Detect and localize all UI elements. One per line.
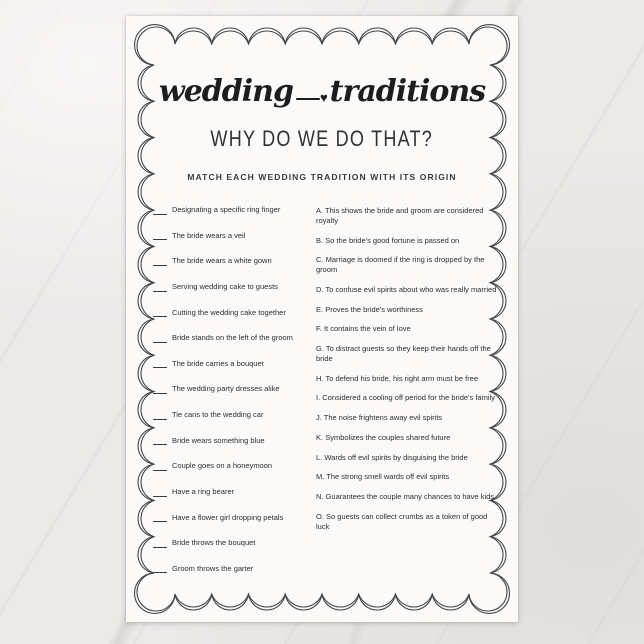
tradition-item bbox=[153, 360, 316, 369]
answer-blank bbox=[153, 386, 167, 394]
game-card bbox=[126, 16, 518, 622]
origin-item bbox=[316, 512, 502, 532]
origin-item bbox=[316, 492, 502, 502]
page-title: WHY DO WE DO THAT? bbox=[210, 126, 434, 151]
origin-text: The noise frightens away evil spirits bbox=[323, 413, 443, 422]
tradition-label: Cutting the wedding cake together bbox=[172, 307, 286, 317]
answer-blank bbox=[153, 489, 167, 497]
tradition-item bbox=[153, 232, 316, 241]
answer-blank bbox=[153, 514, 167, 522]
answer-blank bbox=[153, 284, 167, 292]
page-title-wrap bbox=[126, 126, 518, 152]
traditions-column bbox=[153, 206, 316, 573]
origin-item bbox=[316, 472, 502, 482]
answer-blank bbox=[153, 437, 167, 445]
answer-blank bbox=[153, 232, 167, 240]
logo-word-right: traditions bbox=[329, 74, 486, 109]
instructions: MATCH EACH WEDDING TRADITION WITH ITS ORIGIN bbox=[187, 172, 457, 182]
tradition-label: Designating a specific ring finger bbox=[172, 205, 281, 214]
tradition-item bbox=[153, 334, 316, 343]
origin-item bbox=[316, 393, 502, 403]
tradition-label: Bride wears something blue bbox=[172, 435, 265, 445]
origin-item bbox=[316, 453, 502, 463]
origin-letter: I. bbox=[316, 393, 321, 403]
origin-item bbox=[316, 413, 502, 423]
tradition-label: Bride throws the bouquet bbox=[172, 538, 256, 548]
answer-blank bbox=[153, 258, 167, 266]
tradition-item bbox=[153, 437, 316, 446]
origins-column bbox=[316, 206, 502, 573]
origin-text: Considered a cooling off period for the bride's family bbox=[322, 393, 495, 403]
answer-blank bbox=[153, 463, 167, 471]
answer-blank bbox=[153, 360, 167, 368]
tradition-label: The bride wears a white gown bbox=[172, 256, 272, 266]
answer-blank bbox=[153, 412, 167, 420]
origin-text: It contains the vein of love bbox=[323, 324, 411, 334]
tradition-label: Groom throws the garter bbox=[172, 563, 254, 573]
answer-blank bbox=[153, 207, 167, 215]
origin-item bbox=[316, 305, 502, 315]
origin-item bbox=[316, 344, 502, 364]
origin-letter: F. bbox=[316, 324, 322, 334]
answer-blank bbox=[153, 540, 167, 548]
origin-text: So the bride's good fortune is passed on bbox=[325, 235, 460, 245]
origin-item bbox=[316, 236, 502, 246]
origin-letter: M. bbox=[316, 472, 325, 482]
origin-letter: E. bbox=[316, 304, 324, 314]
origin-letter: D. bbox=[316, 284, 324, 294]
origin-letter: A. bbox=[316, 206, 324, 215]
tradition-item bbox=[153, 462, 316, 471]
tradition-item bbox=[153, 257, 316, 266]
origin-letter: L. bbox=[316, 452, 323, 462]
tradition-label: The bride wears a veil bbox=[172, 230, 246, 240]
origin-item bbox=[316, 433, 502, 443]
origin-text: To defend his bride, his right arm must be free bbox=[325, 373, 479, 383]
tradition-item bbox=[153, 488, 316, 497]
origin-letter: C. bbox=[316, 255, 324, 265]
tradition-label: Have a ring bearer bbox=[172, 486, 235, 496]
tradition-label: Couple goes on a honeymoon bbox=[172, 461, 273, 471]
origin-text: Wards off evil spirits by disguising the bride bbox=[324, 452, 468, 462]
tradition-item bbox=[153, 206, 316, 215]
matching-columns bbox=[153, 206, 502, 573]
origin-text: This shows the bride and groom are considered royalty bbox=[316, 206, 484, 225]
origin-item bbox=[316, 255, 502, 275]
origin-text: So guests can collect crumbs as a token of good luck bbox=[316, 511, 488, 531]
tradition-label: Serving wedding cake to guests bbox=[172, 281, 278, 291]
origin-text: Symbolizes the couples shared future bbox=[325, 432, 451, 442]
origin-letter: H. bbox=[316, 373, 324, 383]
origin-text: Guarantees the couple many chances to have kids bbox=[325, 492, 495, 501]
origin-item bbox=[316, 324, 502, 334]
tradition-label: The wedding party dresses alike bbox=[172, 384, 280, 394]
origin-letter: K. bbox=[316, 432, 324, 442]
tradition-label: Bride stands on the left of the groom bbox=[172, 333, 293, 343]
heart-icon: ♥ bbox=[319, 90, 328, 105]
origin-letter: N. bbox=[316, 492, 324, 501]
origin-letter: G. bbox=[316, 344, 324, 353]
origin-text: Proves the bride's worthiness bbox=[325, 304, 423, 314]
origin-text: To distract guests so they keep their hands off the bride bbox=[316, 344, 491, 363]
origin-letter: O. bbox=[316, 511, 324, 521]
origin-item bbox=[316, 285, 502, 295]
origin-text: To confuse evil spirits about who was really married bbox=[325, 284, 497, 294]
tradition-label: Have a flower girl dropping petals bbox=[172, 512, 284, 522]
tradition-item bbox=[153, 309, 316, 318]
answer-blank bbox=[153, 335, 167, 343]
origin-text: The strong smell wards off evil spirits bbox=[326, 472, 450, 482]
answer-blank bbox=[153, 309, 167, 317]
tradition-item bbox=[153, 411, 316, 420]
tradition-item bbox=[153, 283, 316, 292]
origin-letter: B. bbox=[316, 235, 324, 245]
tradition-item bbox=[153, 514, 316, 523]
tradition-item bbox=[153, 539, 316, 548]
origin-letter: J. bbox=[316, 413, 322, 422]
tradition-item bbox=[153, 385, 316, 394]
origin-text: Marriage is doomed if the ring is dropped by the groom bbox=[316, 255, 485, 274]
origin-item bbox=[316, 374, 502, 384]
tradition-label: The bride carries a bouquet bbox=[172, 358, 264, 368]
logo-word-left: wedding bbox=[158, 74, 293, 109]
answer-blank bbox=[153, 565, 167, 573]
logo bbox=[126, 74, 518, 109]
origin-item bbox=[316, 206, 502, 226]
flourish-line bbox=[296, 98, 320, 100]
tradition-item bbox=[153, 565, 316, 574]
tradition-label: Tie cans to the wedding car bbox=[172, 410, 264, 419]
